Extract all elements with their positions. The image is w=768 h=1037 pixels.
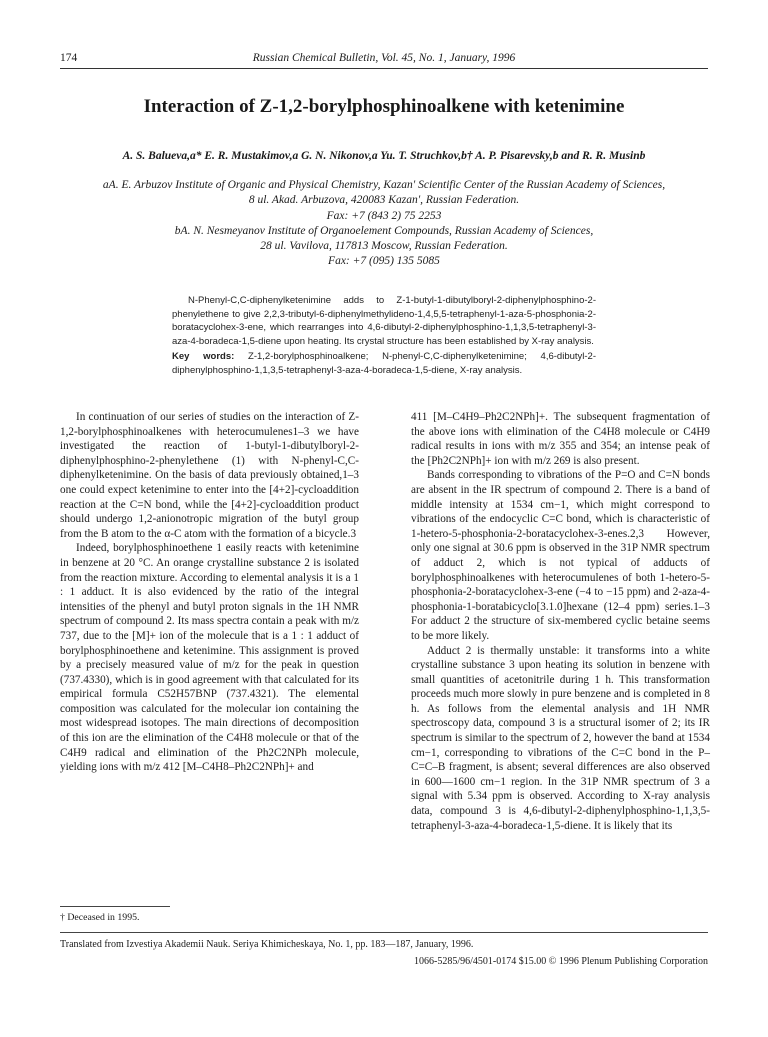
body-column-left bbox=[60, 410, 359, 775]
abstract-text: N-Phenyl-C,C-diphenylketenimine adds to Z-1-butyl-1-dibutylboryl-2-diphenylphosphino-2-phenylethene to give 2,2,3-tributyl-6-diphenylmethylideno-1,4,5,5-tetraphenyl-1-aza-5-phosphonia-2-boratacyclohex-3-ene, which rearranges into 4,6-dibutyl-2-diphenylphosphino-1,1,3,5-tetraphenyl-3-aza-4-boradeca-1,5-diene upon heating. Its crystal structure has been established by X-ray analysis. bbox=[172, 295, 596, 347]
abstract bbox=[172, 294, 596, 348]
author-list: A. S. Balueva,a* E. R. Mustakimov,a G. N. Nikonov,a Yu. T. Struchkov,b† A. P. Pisarevsky,b and R. R. Musinb bbox=[122, 150, 646, 162]
affiliation-line: Fax: +7 (095) 135 5085 bbox=[328, 255, 440, 268]
copyright-line: 1066-5285/96/4501-0174 $15.00 © 1996 Plenum Publishing Corporation bbox=[414, 956, 708, 967]
keywords bbox=[172, 350, 596, 377]
affiliation-line: 8 ul. Akad. Arbuzova, 420083 Kazan', Russian Federation. bbox=[248, 194, 520, 207]
body-paragraph: Adduct 2 is thermally unstable: it transforms into a white crystalline substance 3 upon heating its solution in benzene with small quantities of acetonitrile during 1 h. This transformation proceeds much more slowly in pure benzene and is completed in 8 h. As follows from the elemental analysis and 1H NMR spectroscopy data, compound 3 is a structural isomer of 2; its IR spectrum is similar to the spectrum of 2, however the band at 1534 cm−1, corresponding to vibrations of the C=C bond in the P–C=C–B fragment, is absent; several differences are also observed in 600—1600 cm−1 region. In the 31P NMR spectrum of 3 a signal with 5.34 ppm is observed. According to X-ray analysis data, compound 3 is 4,6-dibutyl-2-diphenylphosphino-1,1,3,5-tetraphenyl-3-aza-4-boradeca-1,5-diene. It is likely that its bbox=[411, 644, 710, 832]
affiliation-line: bA. N. Nesmeyanov Institute of Organoelement Compounds, Russian Academy of Sciences, bbox=[174, 224, 594, 237]
body-paragraph: Bands corresponding to vibrations of the P=O and C=N bonds are absent in the IR spectrum of compound 2. There is a band of middle intensity at 1534 cm−1, which might correspond to vibrations of the endocyclic C=C bond, which is characteristic of 1-hetero-5-phosphonia-2-boratacyclohex-3-enes.2,3 However, only one signal at 30.6 ppm is observed in the 31P NMR spectrum of adduct 2, which is not typical of adducts of borylphosphinoalkenes with heterocumulenes of both 1-hetero-5-phosphonia-2-boratacyclohex-3-ene (−4 to −15 ppm) and 2-aza-4-phosphonia-1-boratabicyclo[3.1.0]hexane (12–4 ppm) series.1–3 For adduct 2 the structure of six-membered cyclic betaine seems to be more likely. bbox=[411, 469, 710, 642]
running-head bbox=[60, 50, 708, 69]
keywords-label: Key words: bbox=[172, 351, 235, 362]
body-paragraph: 411 [M–C4H9–Ph2C2NPh]+. The subsequent fragmentation of the above ions with elimination of the C4H8 molecule or C4H9 radical results in ions with m/z 355 and 354; an intense peak of the [Ph2C2NPh]+ ion with m/z 269 is also present. bbox=[411, 411, 710, 467]
keywords-text: Z-1,2-borylphosphinoalkene; N-phenyl-C,C-diphenylketenimine; 4,6-dibutyl-2-diphenylphosphino-1,1,3,5-tetraphenyl-3-aza-4-boradeca-1,5-diene, X-ray analysis. bbox=[172, 351, 596, 376]
body-paragraph: Indeed, borylphosphinoethene 1 easily reacts with ketenimine in benzene at 20 °C. An orange crystalline substance 2 is isolated from the reaction mixture. According to elemental analysis it is a 1 : 1 adduct. It is also evidenced by the ratio of the integral intensities of the phenyl and butyl proton signals in the 1H NMR spectrum of compound 2. Its mass spectra contain a peak with m/z 737, due to the [M]+ ion of the molecule that is a 1 : 1 adduct of borylphosphinoethene and ketenimine. This assignment is proved by a precisely measured value of m/z for the peak in question (737.4330), which is in good agreement with that calculated for its empirical formula C52H57BNP (737.4321). The elemental composition was calculated for the molecular ion containing the most widespread isotopes. The main directions of decomposition of this ion are the elimination of the C4H8 molecule or that of the C4H9 radical and elimination of the Ph2C2NPh molecule, yielding ions with m/z 412 [M–C4H8–Ph2C2NPh]+ and bbox=[60, 542, 359, 774]
footer-divider bbox=[60, 932, 708, 933]
affiliations bbox=[60, 178, 708, 270]
article-title: Interaction of Z-1,2-borylphosphinoalkene with ketenimine bbox=[143, 96, 625, 117]
body-column-right bbox=[411, 410, 710, 833]
body-paragraph: In continuation of our series of studies on the interaction of Z-1,2-borylphosphinoalkenes with heterocumulenes1–3 we have investigated the reaction of 1-butyl-1-dibutylboryl-2-diphenylphosphino-2-phenylethene (1) with N-phenyl-C,C-diphenylketenimine. On the basis of data previously obtained,1–3 one could expect ketenimine to enter into the [4+2]-cycloaddition reaction at the C=N bond, while the [4+2]-cycloaddition product should undergo 1,2-anionotropic migration of the butyl group from the B atom to the α-C atom with the formation of a bicycle.3 bbox=[60, 411, 359, 540]
affiliation-line: Fax: +7 (843 2) 75 2253 bbox=[326, 209, 442, 222]
affiliation-line: 28 ul. Vavilova, 117813 Moscow, Russian Federation. bbox=[260, 240, 508, 253]
affiliation-line: aA. E. Arbuzov Institute of Organic and Physical Chemistry, Kazan' Scientific Center of the Russian Academy of Sciences, bbox=[102, 179, 666, 191]
page-number: 174 bbox=[60, 52, 78, 64]
footnote: † Deceased in 1995. bbox=[60, 912, 140, 923]
footnote-divider bbox=[60, 906, 170, 907]
translation-note: Translated from Izvestiya Akademii Nauk. Seriya Khimicheskaya, No. 1, pp. 183—187, January, 1996. bbox=[60, 939, 474, 950]
journal-citation: Russian Chemical Bulletin, Vol. 45, No. 1, January, 1996 bbox=[252, 52, 516, 64]
